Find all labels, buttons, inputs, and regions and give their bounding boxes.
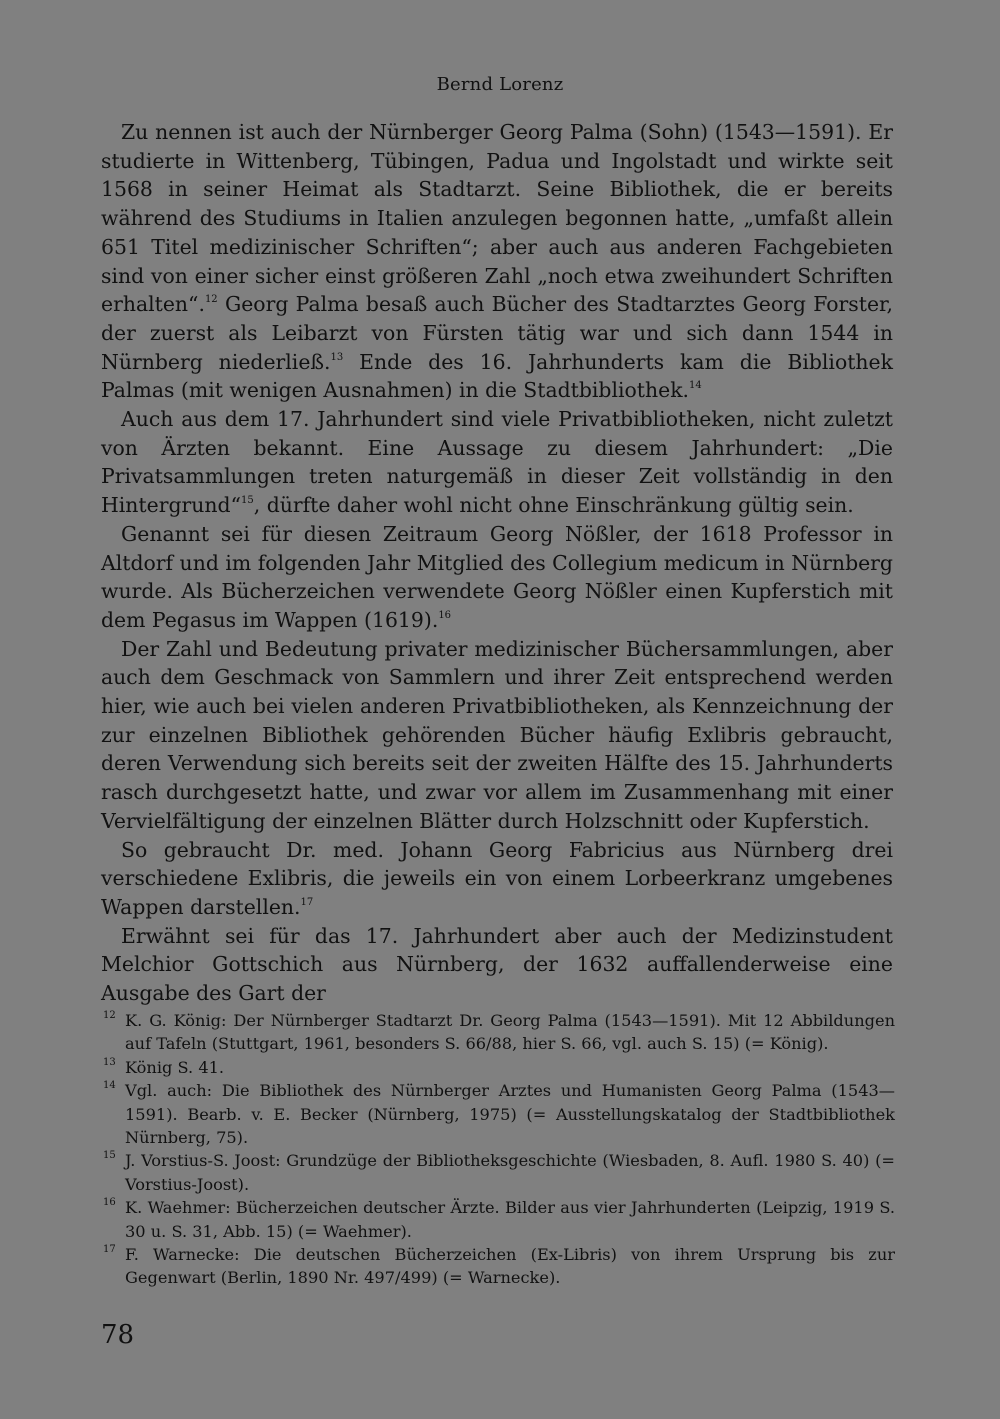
footnote-12	[101, 1009, 895, 1056]
body-text	[101, 118, 893, 1008]
footnote-text: K. Waehmer: Bücherzeichen deutscher Ärzte. Bilder aus vier Jahrhunderten (Leipzig, 1919 S. 30 u. S. 31, Abb. 15) (= Waehmer).	[125, 1198, 895, 1241]
paragraph-text: Georg Palma besaß auch Bücher des Stadtarztes Georg Forster, der zuerst als Leibarzt von Fürsten tätig war und sich dann 1544 in Nürnberg niederließ.	[101, 292, 893, 374]
footnote-text: König S. 41.	[125, 1057, 225, 1077]
footnote-14	[101, 1079, 895, 1149]
paragraph-5	[101, 836, 893, 922]
footnote-15	[101, 1149, 895, 1196]
footnote-ref-13: 13	[330, 351, 344, 363]
paragraph-text: , dürfte daher wohl nicht ohne Einschränkung gültig sein.	[253, 493, 854, 518]
paragraph-2	[101, 405, 893, 520]
paragraph-text: Zu nennen ist auch der Nürnberger Georg Palma (Sohn) (1543—1591). Er studierte in Wittenberg, Tübingen, Padua und Ingolstadt und wirkte seit 1568 in seiner Heimat als Stadtarzt. Seine Bibliothek, die er bereits während des Studiums in Italien anzulegen begonnen hatte, „umfaßt allein 651 Titel medizinischer Schriften“; aber auch aus anderen Fachgebieten sind von einer sicher einst größeren Zahl „noch etwa zweihundert Schriften erhalten“.	[101, 120, 893, 317]
footnote-13	[101, 1056, 895, 1079]
footnote-text: K. G. König: Der Nürnberger Stadtarzt Dr. Georg Palma (1543—1591). Mit 12 Abbildungen auf Tafeln (Stuttgart, 1961, besonders S. 66/88, hier S. 66, vgl. auch S. 15) (= König).	[125, 1011, 895, 1054]
footnote-number: 17	[103, 1244, 116, 1256]
footnotes	[101, 1009, 895, 1290]
paragraph-text: Ende des 16. Jahrhunderts kam die Bibliothek Palmas (mit wenigen Ausnahmen) in die Stadtbibliothek.	[101, 349, 893, 403]
footnote-ref-12: 12	[204, 294, 218, 306]
footnote-number: 13	[103, 1056, 116, 1068]
paragraph-text: Auch aus dem 17. Jahrhundert sind viele Privatbibliotheken, nicht zuletzt von Ärzten bekannt. Eine Aussage zu diesem Jahrhundert: „Die Privatsammlungen treten naturgemäß in dieser Zeit vollständig in den Hintergrund“	[101, 407, 893, 518]
paragraph-text: Erwähnt sei für das 17. Jahrhundert aber auch der Medizinstudent Melchior Gottschich aus Nürnberg, der 1632 auffallenderweise eine Ausgabe des Gart der	[101, 923, 893, 1006]
footnote-text: F. Warnecke: Die deutschen Bücherzeichen (Ex-Libris) von ihrem Ursprung bis zur Gegenwart (Berlin, 1890 Nr. 497/499) (= Warnecke).	[125, 1245, 895, 1288]
footnote-number: 15	[103, 1150, 116, 1162]
paragraph-text: Der Zahl und Bedeutung privater medizinischer Büchersammlungen, aber auch dem Geschmack von Sammlern und ihrer Zeit entsprechend werden hier, wie auch bei vielen anderen Privatbibliotheken, als Kennzeichnung der zur einzelnen Bibliothek gehörenden Bücher häufig Exlibris gebraucht, deren Verwendung sich bereits seit der zweiten Hälfte des 15. Jahrhunderts rasch durchgesetzt hatte, und zwar vor allem im Zusammenhang mit einer Vervielfältigung der einzelnen Blätter durch Holzschnitt oder Kupferstich.	[101, 636, 893, 833]
footnote-number: 16	[103, 1197, 116, 1209]
footnote-ref-16: 16	[438, 609, 452, 621]
paragraph-4	[101, 635, 893, 836]
paragraph-1	[101, 118, 893, 405]
footnote-ref-14: 14	[689, 380, 702, 392]
running-head: Bernd Lorenz	[436, 74, 564, 95]
paragraph-text: Genannt sei für diesen Zeitraum Georg Nößler, der 1618 Professor in Altdorf und im folgenden Jahr Mitglied des Collegium medicum in Nürnberg wurde. Als Bücherzeichen verwendete Georg Nößler einen Kupferstich mit dem Pegasus im Wappen (1619).	[101, 521, 893, 632]
footnote-text: Vgl. auch: Die Bibliothek des Nürnberger Arztes und Humanisten Georg Palma (1543—1591). Bearb. v. E. Becker (Nürnberg, 1975) (= Ausstellungskatalog der Stadtbibliothek Nürnberg, 75).	[125, 1081, 895, 1148]
footnote-ref-17: 17	[300, 896, 314, 908]
page-number: 78	[101, 1320, 135, 1350]
paragraph-6	[101, 922, 893, 1008]
footnote-ref-15: 15	[241, 495, 254, 507]
footnote-number: 12	[103, 1010, 116, 1021]
paragraph-text: So gebraucht Dr. med. Johann Georg Fabricius aus Nürnberg drei verschiedene Exlibris, die jeweils ein von einem Lorbeerkranz umgebenes Wappen darstellen.	[101, 837, 893, 919]
paragraph-3	[101, 520, 893, 635]
footnote-text: J. Vorstius-S. Joost: Grundzüge der Bibliotheksgeschichte (Wiesbaden, 8. Aufl. 1980 S. 40) (= Vorstius-Joost).	[125, 1151, 895, 1194]
footnote-17	[101, 1243, 895, 1290]
footnote-16	[101, 1196, 895, 1243]
footnote-number: 14	[103, 1080, 116, 1092]
